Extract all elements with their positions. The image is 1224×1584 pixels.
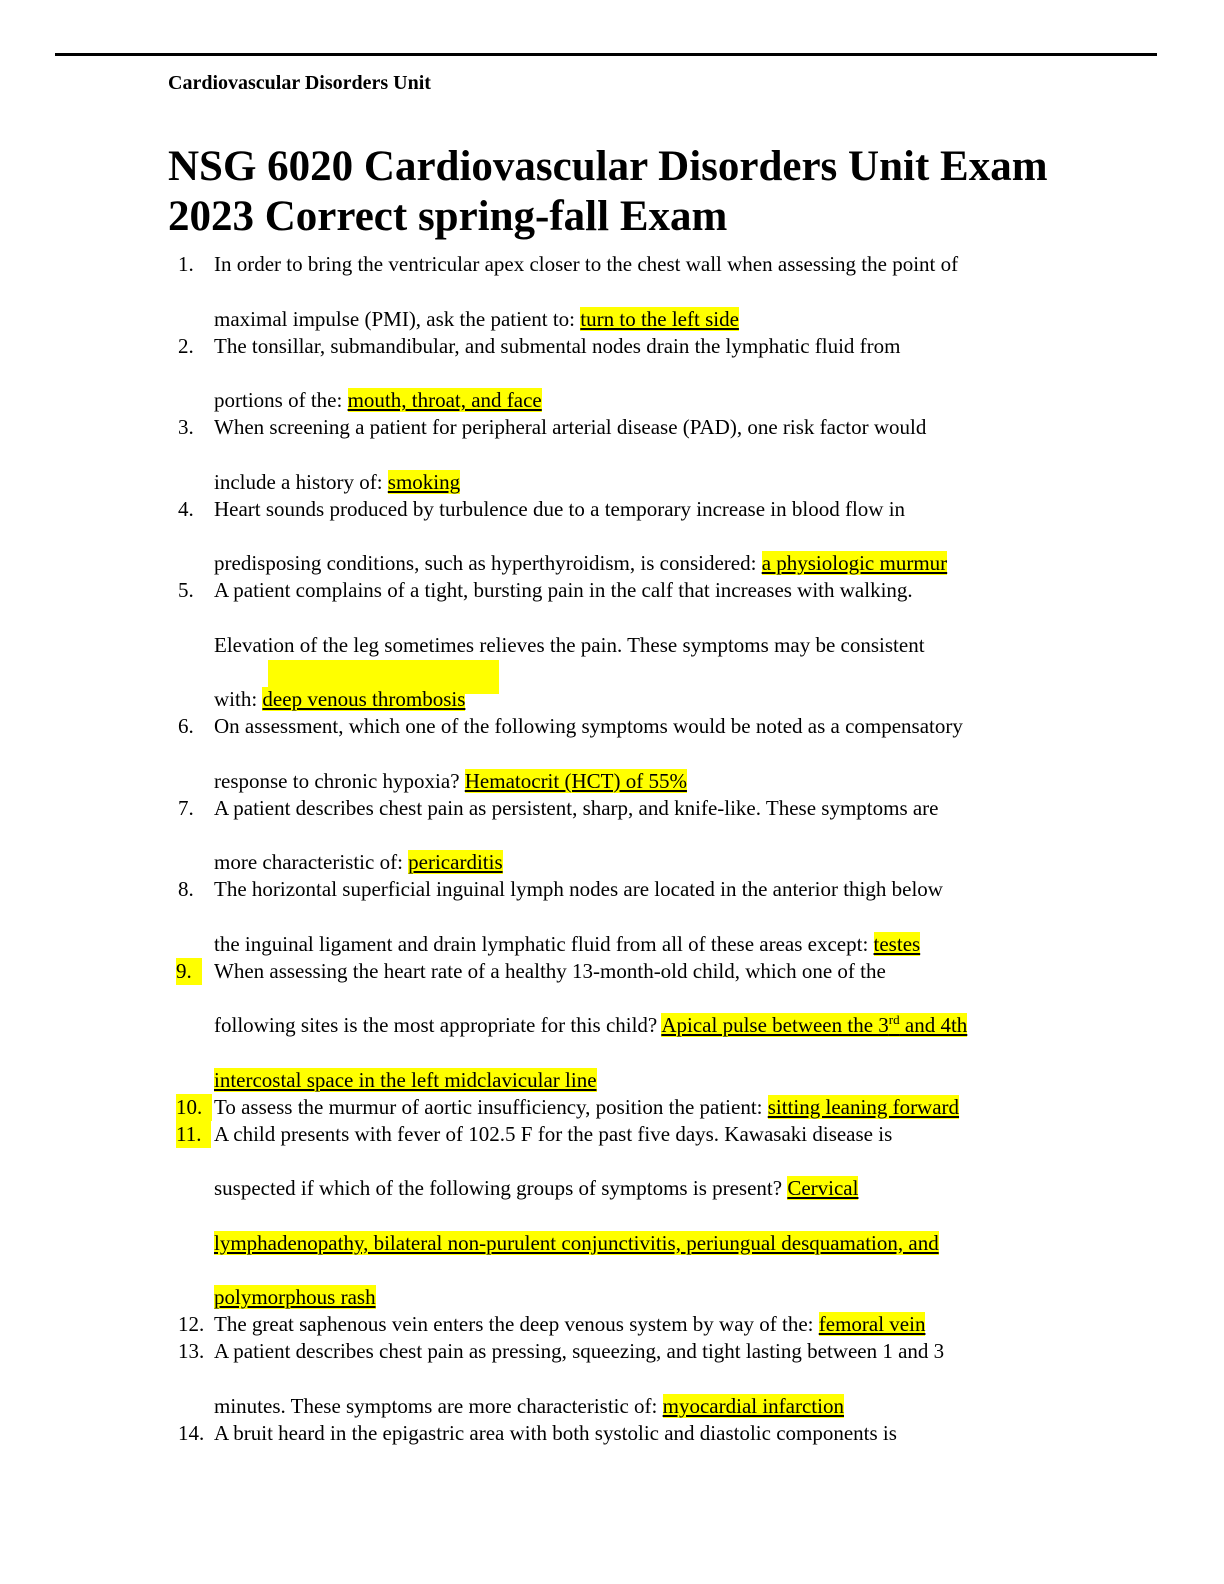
question-text: maximal impulse (PMI), ask the patient to: — [214, 306, 581, 331]
question-text: The tonsillar, submandibular, and submental nodes drain the lymphatic fluid from — [214, 333, 901, 358]
question-text: minutes. These symptoms are more characteristic of: — [214, 1393, 663, 1418]
question-number: 10. — [176, 1094, 212, 1121]
answer-highlight: intercostal space in the left midclavicular line — [214, 1067, 597, 1092]
question-text: portions of the: — [214, 388, 348, 412]
answer-highlight: myocardial infarction — [662, 1393, 844, 1418]
question-number: 13. — [178, 1339, 205, 1363]
question-list — [168, 251, 1098, 1447]
question-number: 1. — [178, 252, 194, 276]
question-2 — [168, 333, 1098, 415]
answer-highlight: a physiologic murmur — [761, 551, 948, 575]
question-text: the inguinal ligament and drain lymphatic fluid from all of these areas except: — [214, 931, 874, 956]
question-13 — [168, 1338, 1098, 1420]
question-text: The great saphenous vein enters the deep venous system by way of the: — [214, 1312, 819, 1336]
question-number: 5. — [178, 578, 194, 602]
ordinal-superscript: rd — [888, 1012, 900, 1027]
question-text: more characteristic of: — [214, 850, 409, 874]
page-title: NSG 6020 Cardiovascular Disorders Unit Exam 2023 Correct spring-fall Exam — [168, 143, 1048, 240]
question-number: 7. — [178, 795, 194, 820]
question-4 — [168, 496, 1098, 578]
question-text: When assessing the heart rate of a healthy 13-month-old child, which one of the — [214, 958, 886, 983]
answer-highlight: sitting leaning forward — [767, 1094, 960, 1119]
answer-highlight: deep venous thrombosis — [262, 687, 466, 711]
answer-highlight: femoral vein — [818, 1312, 926, 1336]
question-number: 4. — [178, 496, 194, 521]
question-1 — [168, 251, 1098, 333]
question-11 — [168, 1121, 1098, 1312]
answer-highlight: turn to the left side — [580, 306, 739, 331]
question-text: predisposing conditions, such as hyperthyroidism, is considered: — [214, 551, 762, 575]
question-number: 11. — [176, 1121, 211, 1148]
question-text: To assess the murmur of aortic insufficiency, position the patient: — [214, 1094, 768, 1119]
answer-highlight: testes — [873, 931, 921, 956]
question-text: Heart sounds produced by turbulence due to a temporary increase in blood flow in — [214, 496, 906, 521]
answer-highlight: lymphadenopathy, bilateral non-purulent conjunctivitis, periungual desquamation, and — [214, 1230, 939, 1255]
question-text: with: — [214, 687, 263, 711]
question-8 — [168, 876, 1098, 958]
answer-highlight: Hematocrit (HCT) of 55% — [464, 768, 687, 793]
question-text: Elevation of the leg sometimes relieves the pain. These symptoms may be consistent — [214, 632, 925, 657]
question-text: A patient describes chest pain as pressing, squeezing, and tight lasting between 1 and 3 — [214, 1339, 945, 1363]
question-14 — [168, 1420, 1098, 1447]
question-text: A child presents with fever of 102.5 F for the past five days. Kawasaki disease is — [214, 1121, 893, 1146]
question-text: A patient complains of a tight, bursting pain in the calf that increases with walking. — [214, 578, 913, 602]
answer-highlight: smoking — [387, 469, 461, 494]
question-number: 12. — [178, 1312, 205, 1336]
question-10 — [168, 1094, 1098, 1121]
question-number: 9. — [176, 958, 202, 985]
question-number: 2. — [178, 333, 194, 358]
question-text: A bruit heard in the epigastric area with both systolic and diastolic components is — [214, 1420, 897, 1445]
question-text: When screening a patient for peripheral arterial disease (PAD), one risk factor would — [214, 415, 927, 439]
question-number: 8. — [178, 877, 194, 901]
question-7 — [168, 795, 1098, 877]
question-12 — [168, 1311, 1098, 1338]
answer-highlight: mouth, throat, and face — [347, 388, 542, 412]
answer-highlight: Apical pulse between the 3rd and 4th — [661, 1012, 968, 1037]
top-rule — [55, 53, 1157, 56]
answer-highlight: pericarditis — [408, 850, 503, 874]
question-text: response to chronic hypoxia? — [214, 768, 465, 793]
question-number: 6. — [178, 714, 194, 738]
answer-highlight: polymorphous rash — [214, 1285, 376, 1309]
question-number: 14. — [178, 1420, 205, 1445]
question-number: 3. — [178, 415, 194, 439]
answer-highlight: Cervical — [787, 1176, 859, 1200]
question-5 — [168, 577, 1098, 713]
question-text: include a history of: — [214, 469, 388, 494]
question-3 — [168, 414, 1098, 496]
question-6 — [168, 713, 1098, 795]
question-text: suspected if which of the following groups of symptoms is present? — [214, 1176, 788, 1200]
question-text: A patient describes chest pain as persistent, sharp, and knife-like. These symptoms are — [214, 795, 939, 820]
question-text: In order to bring the ventricular apex closer to the chest wall when assessing the point of — [214, 252, 959, 276]
question-text: On assessment, which one of the following symptoms would be noted as a compensatory — [214, 714, 963, 738]
question-text: The horizontal superficial inguinal lymph nodes are located in the anterior thigh below — [214, 877, 943, 901]
question-text: following sites is the most appropriate for this child? — [214, 1013, 662, 1037]
question-9 — [168, 958, 1098, 1094]
running-header: Cardiovascular Disorders Unit — [168, 72, 431, 94]
